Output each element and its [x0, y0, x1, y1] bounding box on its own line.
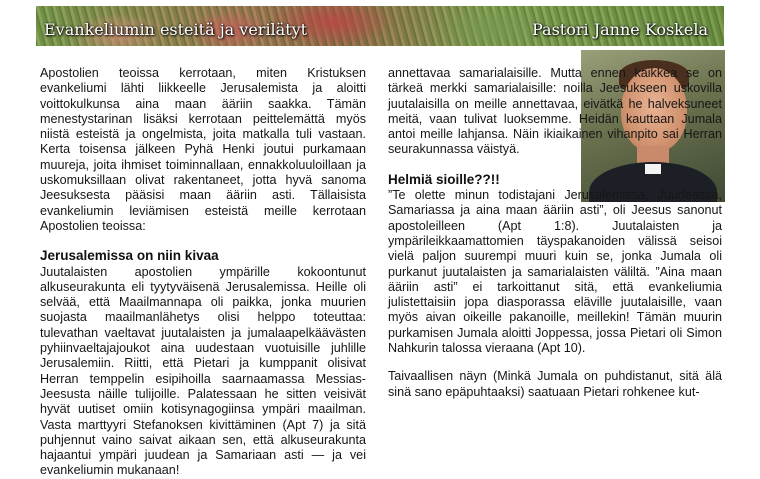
section-paragraph: Juutalaisten apostolien ympärille kokoontunut alkuseurakunta eli tyytyväisenä Jerusalemissa. Heille oli selvää, että Maailmannapa oli paikka, jonka muurien suojasta maailmanlähetys olisi helppo toteuttaa: tulevathan vaeltavat juutalaisten ja jumalaapelkäävästen pyhiinvaeltajajoukot aina uudestaan vuotuisille juhlille Jerusalemiin. Riitti, että Pietari ja kumppanit olisivat Herran temppelin esipihoilla saarnaamassa Messias-Jeesusta näille tulijoille. Palatessaan he sitten veisivät hyvät uutiset omiin kotisynagogiinsa ympäri maailman. Vasta marttyyri Stefanoksen kivittäminen (Apt 7) ja sitä puhjennut vaino saivat aikaan sen, että alkuseurakunta hajaantui ympäri juudean ja Samariaan asti — ja vei evankeliumin mukanaan! — [40, 264, 366, 478]
section-heading: Helmiä sioille??!! — [388, 171, 500, 187]
intro-paragraph: Apostolien teoissa kerrotaan, miten Kristuksen evankeliumi lähti liikkeelle Jerusalemista ja aloitti voittokulkunsa aina maan ääriin saakka. Tämän menestystarinan lisäksi kerrotaan peittelemättä myös niistä esteistä ja ongelmista, joita matkalla tuli vastaan. Kerta toisensa jälkeen Pyhä Henki joutui purkamaan muureja, joita ihmiset toiminnallaan, ennakkoluuloillaan ja uskomuksillaan olivat rakentaneet, jotta hyvä sanoma Jeesuksesta pääsisi maan ääriin asti. Tällaisista evankeliumin leviämisen esteistä meille kerrotaan Apostolien teoissa: — [40, 66, 366, 233]
right-column — [388, 66, 722, 400]
header-banner — [36, 6, 724, 46]
article-title: Evankeliumin esteitä ja verilätyt — [44, 20, 308, 39]
section-paragraph: ”Te olette minun todistajani Jerusalemissa, Juudeassa, Samariassa ja aina maan ääriin asti”, oli Jeesus sanonut apostoleilleen (Apt 1:8). Juutalaisten ja ympärileikkaamattomien täyspakanoiden välissä seisoi vielä paljon suurempi muuri kuin se, jonka Jumala oli purkanut juutalaisten ja samarialaisten väliltä. ”Aina maan ääriin asti” ei tarkoittanut sitä, että evankeliumia julistettaisiin jopa diasporassa eläville juutalaisille, vaan myös aivan oikeille pakanoille, meillekin! Tämän muurin purkamisen Jumala aloitti Joppessa, jossa Pietari oli Simon Nahkurin talossa vieraana (Apt 10). — [388, 188, 722, 356]
continued-paragraph: annettavaa samarialaisille. Mutta ennen kaikkea se on tärkeä merkki samarialaisille: noilla Jeesukseen uskovilla juutalaisilla on meille annettavaa, eivätkä he halveksuneet meitä, vaan tulivat luoksemme. Heidän kauttaan Jumala antoi meille lahjansa. Näin ikiaikainen vihanpito sai Herran seurakunnassa väistyä. — [388, 66, 722, 157]
left-column — [40, 66, 366, 479]
section-heading: Jerusalemissa on niin kivaa — [40, 248, 219, 264]
article-author: Pastori Janne Koskela — [531, 20, 708, 39]
closing-paragraph: Taivaallisen näyn (Minkä Jumala on puhdistanut, sitä älä sinä sano epäpuhtaaksi) saatuaan Pietari rohkenee kut- — [388, 369, 722, 399]
